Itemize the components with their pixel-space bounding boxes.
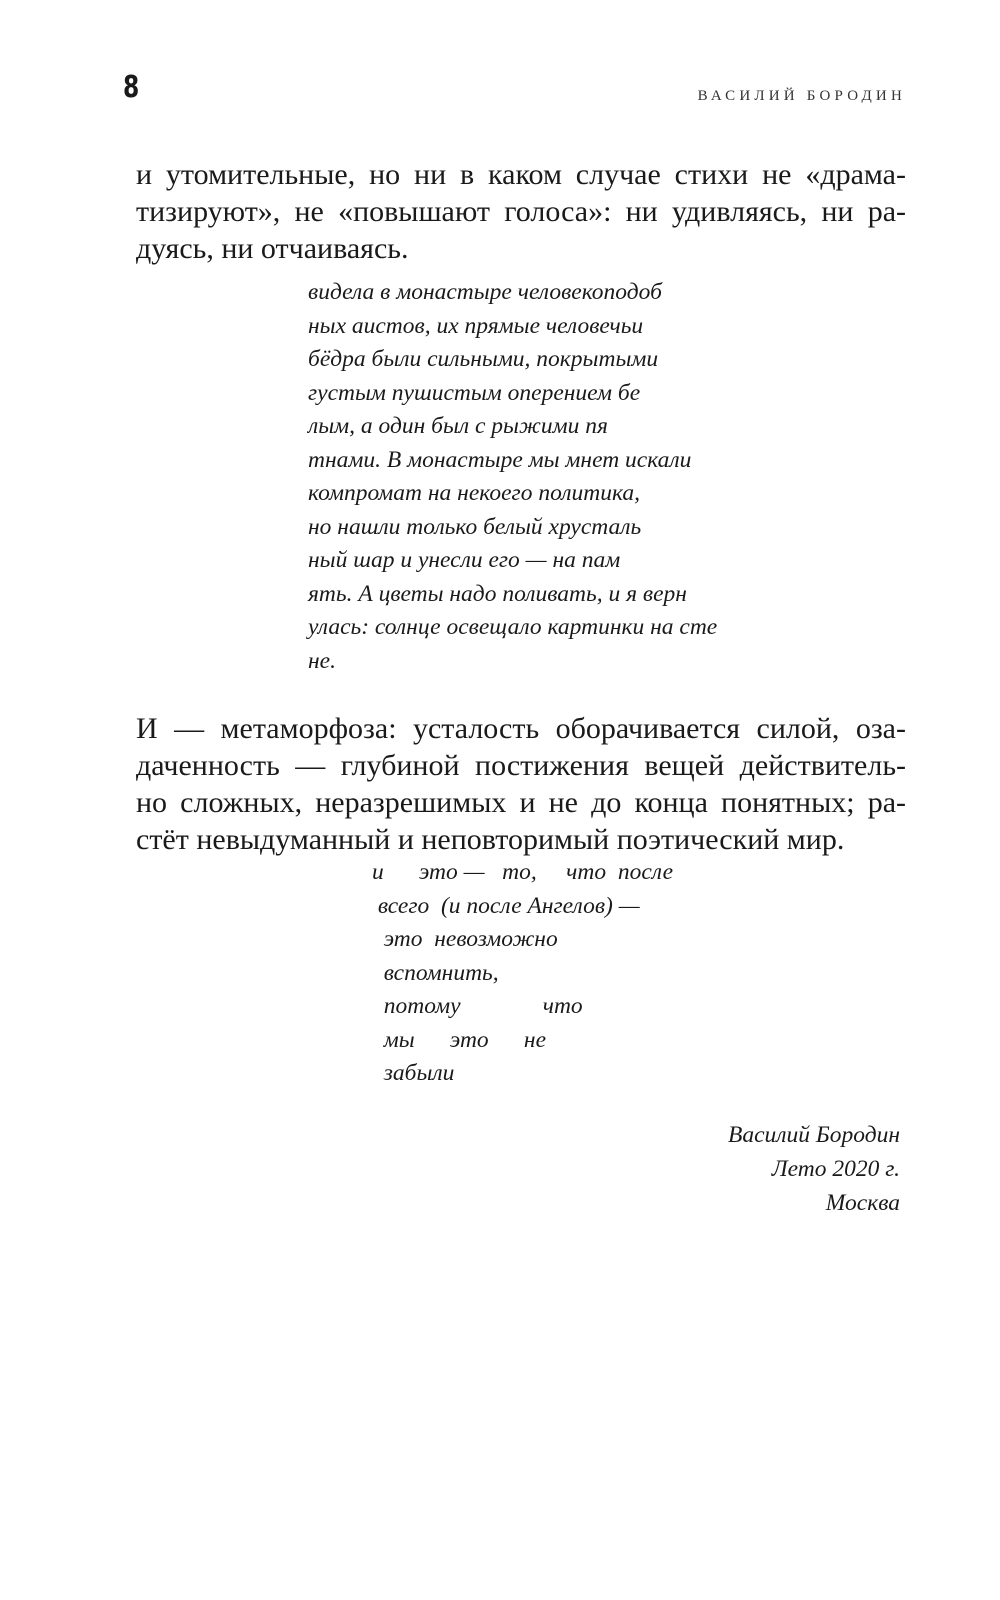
poem-line: вспомнить, xyxy=(372,959,499,986)
paragraph-line: дуясь, ни отчаиваясь. xyxy=(136,232,409,265)
poem-line: тнами. В монастыре мы мнет искали xyxy=(308,446,692,473)
paragraph-line: но сложных, неразрешимых и не до конца понятных; ра- xyxy=(136,786,906,819)
paragraph-2 xyxy=(136,710,906,858)
signature-date: Лето 2020 г. xyxy=(771,1156,900,1182)
poem-line: и это — то, что после xyxy=(372,859,674,885)
signature-block xyxy=(728,1118,900,1220)
poem-line: густым пушистым оперением бе xyxy=(308,379,641,406)
paragraph-line: стёт невыдуманный и неповторимый поэтический мир. xyxy=(136,823,845,856)
poem-quote-2 xyxy=(372,856,673,1091)
poem-line: бёдра были сильными, покрытыми xyxy=(308,346,659,372)
poem-line: компромат на некоего политика, xyxy=(308,480,641,506)
poem-line: улась: солнце освещало картинки на сте xyxy=(308,614,718,640)
poem-line: потому что xyxy=(372,993,583,1019)
poem-line: ять. А цветы надо поливать, и я верн xyxy=(308,580,687,607)
paragraph-line: и утомительные, но ни в каком случае стихи не «драма- xyxy=(136,158,906,191)
running-header: ВАСИЛИЙ БОРОДИН xyxy=(697,88,906,104)
page-number: 8 xyxy=(123,70,140,105)
poem-line: но нашли только белый хрусталь xyxy=(308,513,642,540)
poem-line: не. xyxy=(308,647,336,674)
poem-quote-1 xyxy=(308,276,717,678)
paragraph-line: даченность — глубиной постижения вещей действитель- xyxy=(136,749,906,782)
poem-line: ный шар и унесли его — на пам xyxy=(308,547,621,573)
poem-line: всего (и после Ангелов) — xyxy=(372,892,640,919)
poem-line: ных аистов, их прямые человечьи xyxy=(308,312,644,339)
poem-line: мы это не xyxy=(372,1026,547,1053)
poem-line: видела в монастыре человекоподоб xyxy=(308,279,662,305)
paragraph-line: И — метаморфоза: усталость оборачивается силой, оза- xyxy=(136,712,906,745)
poem-line: это невозможно xyxy=(372,926,558,952)
signature-place: Москва xyxy=(825,1190,900,1216)
poem-line: лым, а один был с рыжими пя xyxy=(308,413,608,439)
paragraph-line: тизируют», не «повышают голоса»: ни удивляясь, ни ра- xyxy=(136,195,906,228)
signature-author: Василий Бородин xyxy=(727,1122,900,1148)
poem-line: забыли xyxy=(372,1060,455,1086)
paragraph-1 xyxy=(136,156,906,267)
